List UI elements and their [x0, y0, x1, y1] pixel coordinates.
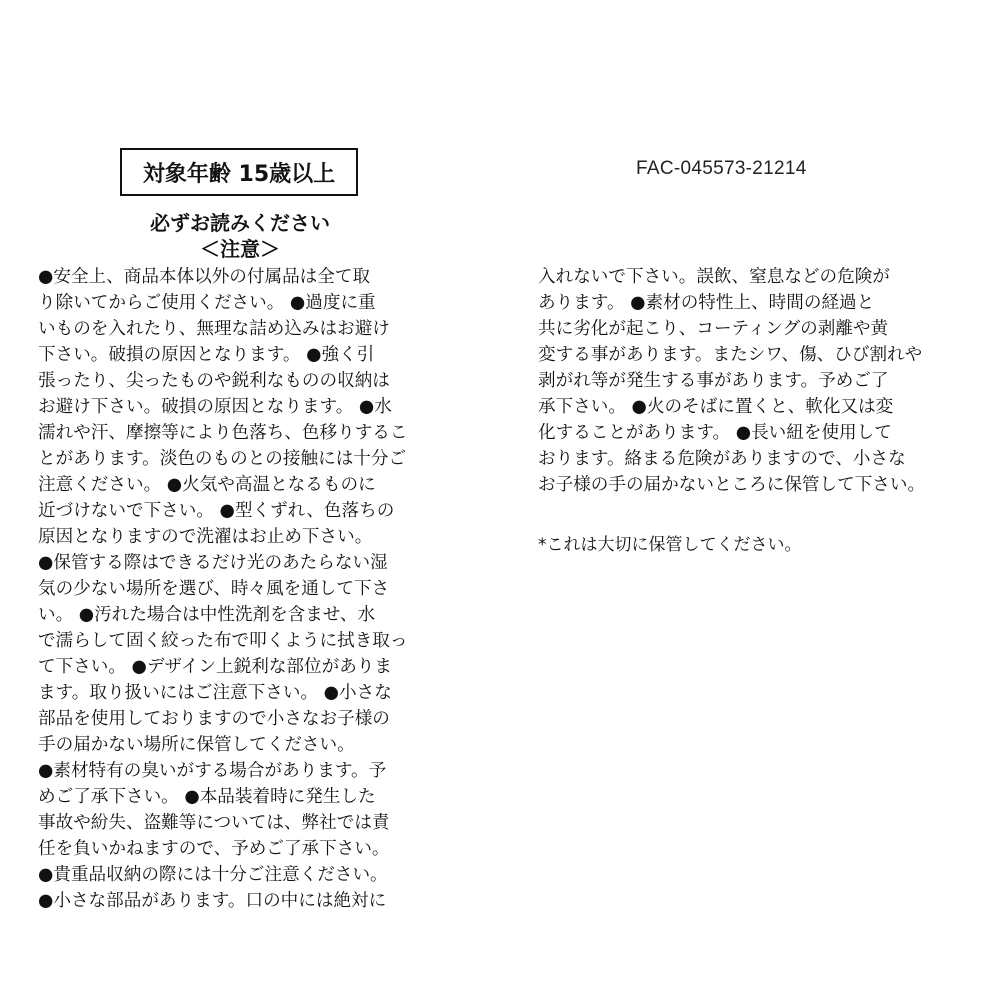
product-code: FAC-045573-21214	[636, 158, 807, 179]
caution-text-line: い。 ●汚れた場合は中性洗剤を含ませ、水	[38, 605, 376, 625]
caution-text-line: 下さい。破損の原因となります。 ●強く引	[38, 345, 375, 365]
caution-text-line: めご了承下さい。 ●本品装着時に発生した	[38, 787, 376, 807]
caution-text-line: 原因となりますので洗濯はお止め下さい。	[38, 527, 373, 547]
caution-text-line: お避け下さい。破損の原因となります。 ●水	[38, 397, 392, 417]
caution-text-line: 気の少ない場所を選び、時々風を通して下さ	[38, 579, 390, 599]
caution-text-line: ●素材特有の臭いがする場合があります。予	[38, 761, 387, 781]
caution-text-line: 入れないで下さい。誤飲、窒息などの危険が	[538, 267, 890, 287]
caution-text-line: 近づけないで下さい。 ●型くずれ、色落ちの	[38, 501, 395, 521]
caution-text-line: 注意ください。 ●火気や高温となるものに	[38, 475, 376, 495]
caution-heading: ＜注意＞	[200, 237, 280, 261]
caution-text-line: ●安全上、商品本体以外の付属品は全て取	[38, 267, 371, 287]
caution-text-line: 部品を使用しておりますので小さなお子様の	[38, 709, 390, 729]
caution-text-line: 剥がれ等が発生する事があります。予めご了	[538, 371, 889, 391]
caution-text-line: 事故や紛失、盗難等については、弊社では責	[38, 813, 390, 833]
caution-text-line: ます。取り扱いにはご注意下さい。 ●小さな	[38, 683, 392, 703]
caution-text-line: 手の届かない場所に保管してください。	[38, 735, 355, 755]
caution-text-line: おります。絡まる危険がありますので、小さな	[538, 449, 906, 469]
caution-text-line: お子様の手の届かないところに保管して下さい。	[538, 475, 926, 495]
age-rating-box	[120, 148, 358, 196]
caution-text-line: あります。 ●素材の特性上、時間の経過と	[538, 293, 875, 313]
age-rating-label: 対象年齢 15歳以上	[142, 161, 336, 187]
caution-text-line: 変する事があります。またシワ、傷、ひび割れや	[538, 345, 923, 365]
caution-text-line: り除いてからご使用ください。 ●過度に重	[38, 293, 376, 313]
caution-text-line: て下さい。 ●デザイン上鋭利な部位がありま	[38, 657, 392, 677]
caution-text-line: とがあります。淡色のものとの接触には十分ご	[38, 449, 407, 469]
caution-text-line: ●小さな部品があります。口の中には絶対に	[38, 891, 387, 911]
caution-text-line: 濡れや汗、摩擦等により色落ち、色移りするこ	[38, 423, 408, 443]
caution-text-line: ●保管する際はできるだけ光のあたらない湿	[38, 553, 388, 573]
caution-text-line: で濡らして固く絞った布で叩くように拭き取っ	[38, 631, 408, 651]
caution-text-line: 化することがあります。 ●長い紐を使用して	[538, 423, 892, 443]
caution-text-line: ●貴重品収納の際には十分ご注意ください。	[38, 865, 388, 885]
please-read-heading: 必ずお読みください	[150, 211, 330, 235]
caution-text-line: 共に劣化が起こり、コーティングの剥離や黄	[538, 319, 889, 339]
caution-text-line: いものを入れたり、無理な詰め込みはお避け	[38, 319, 390, 339]
storage-footnote: *これは大切に保管してください。	[538, 535, 802, 555]
caution-text-line: 承下さい。 ●火のそばに置くと、軟化又は変	[538, 397, 894, 417]
caution-text-line: 任を負いかねますので、予めご了承下さい。	[38, 839, 390, 859]
caution-text-left-column	[38, 264, 458, 914]
caution-text-line: 張ったり、尖ったものや鋭利なものの収納は	[38, 371, 390, 391]
caution-text-right-column	[538, 264, 958, 498]
